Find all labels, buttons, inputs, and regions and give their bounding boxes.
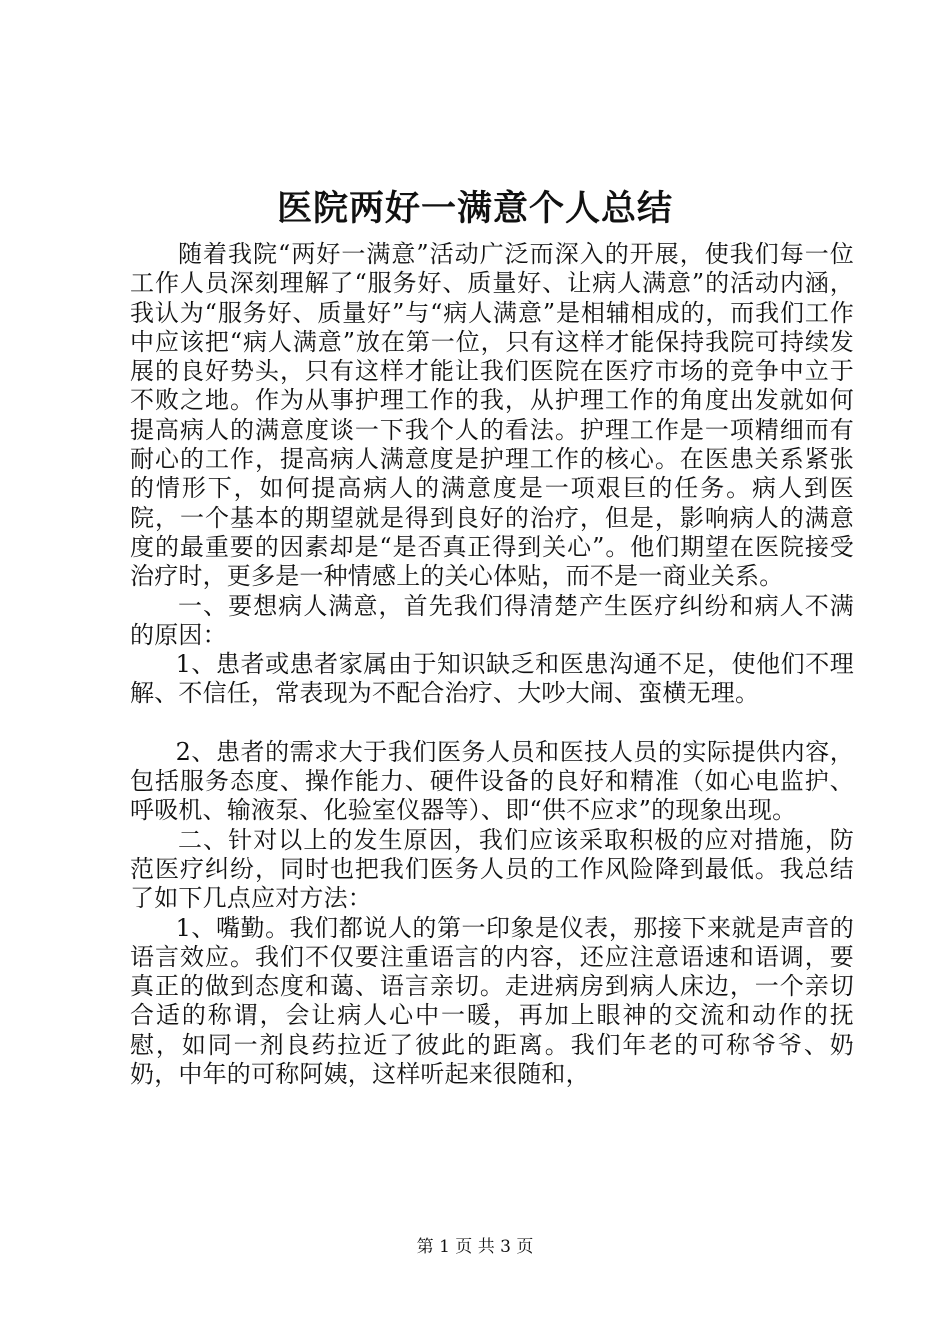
paragraph-spacer (130, 709, 854, 738)
page-number-footer: 第 1 页 共 3 页 (416, 1237, 534, 1257)
paragraph-section-two-heading: 二、针对以上的发生原因，我们应该采取积极的应对措施，防范医疗纠纷，同时也把我们医务人员的工作风险降到最低。我总结了如下几点应对方法： (130, 825, 854, 913)
paragraph-cause-two: 2、患者的需求大于我们医务人员和医技人员的实际提供内容，包括服务态度、操作能力、硬件设备的良好和精准（如心电监护、呼吸机、输液泵、化验室仪器等）、即“供不应求”的现象出现。 (130, 737, 854, 825)
paragraph-method-one: 1、嘴勤。我们都说人的第一印象是仪表，那接下来就是声音的语言效应。我们不仅要注重语言的内容，还应注意语速和语调，要真正的做到态度和蔼、语言亲切。走进病房到病人床边，一个亲切合适的称谓，会让病人心中一暖，再加上眼神的交流和动作的抚慰，如同一剂良药拉近了彼此的距离。我们年老的可称爷爷、奶奶，中年的可称阿姨，这样听起来很随和， (130, 913, 854, 1089)
paragraph-cause-one: 1、患者或患者家属由于知识缺乏和医患沟通不足，使他们不理解、不信任，常表现为不配合治疗、大吵大闹、蛮横无理。 (130, 650, 854, 708)
document-title: 医院两好一满意个人总结 (276, 188, 673, 229)
paragraph-section-one-heading: 一、要想病人满意，首先我们得清楚产生医疗纠纷和病人不满的原因： (130, 591, 854, 649)
paragraph-intro: 随着我院“两好一满意”活动广泛而深入的开展，使我们每一位工作人员深刻理解了“服务好、质量好、让病人满意”的活动内涵，我认为“服务好、质量好”与“病人满意”是相辅相成的，而我们工作中应该把“病人满意”放在第一位，只有这样才能保持我院可持续发展的良好势头，只有这样才能让我们医院在医疗市场的竞争中立于不败之地。作为从事护理工作的我，从护理工作的角度出发就如何提高病人的满意度谈一下我个人的看法。护理工作是一项精细而有耐心的工作，提高病人满意度是护理工作的核心。在医患关系紧张的情形下，如何提高病人的满意度是一项艰巨的任务。病人到医院，一个基本的期望就是得到良好的治疗，但是，影响病人的满意度的最重要的因素却是“是否真正得到关心”。他们期望在医院接受治疗时，更多是一种情感上的关心体贴，而不是一商业关系。 (130, 240, 854, 591)
document-body (130, 240, 854, 1089)
